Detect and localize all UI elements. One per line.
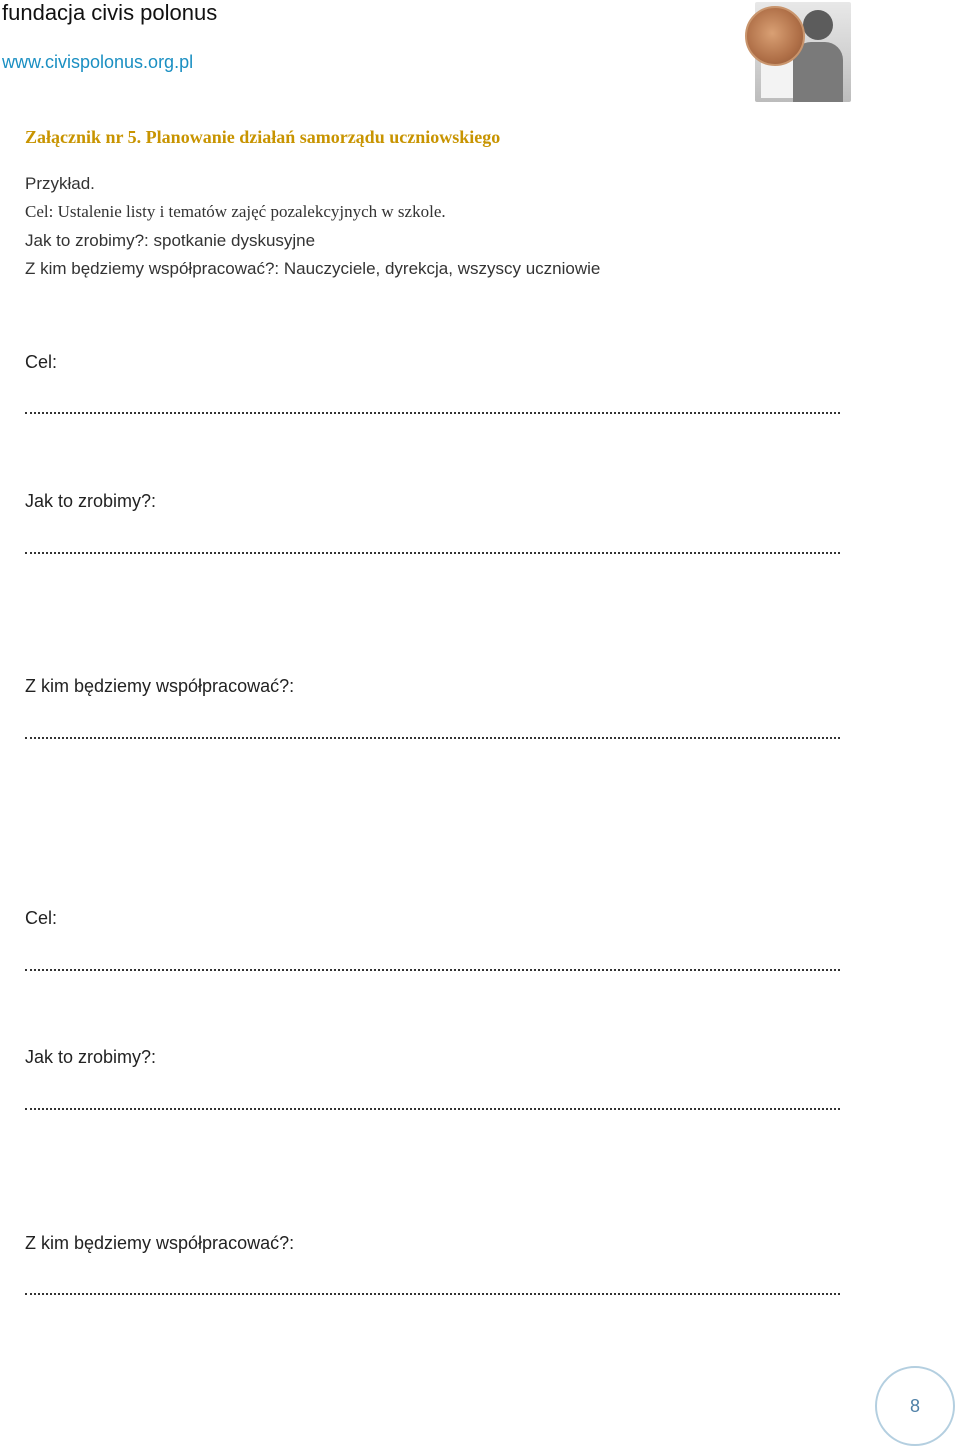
how-label: Jak to zrobimy?:: [25, 1047, 157, 1067]
goal-answer-line[interactable]: [25, 969, 840, 971]
goal-label: Cel:: [25, 352, 58, 372]
example-with-whom: Z kim będziemy współpracować?: Nauczyciele, dyrekcja, wszyscy uczniowie: [25, 259, 601, 278]
organization-name: fundacja civis polonus: [2, 0, 218, 25]
goal-answer-line[interactable]: [25, 412, 840, 414]
with-whom-label: Z kim będziemy współpracować?:: [25, 1233, 295, 1253]
with-whom-answer-line[interactable]: [25, 1293, 840, 1295]
example-intro: Przykład.: [25, 174, 95, 193]
how-answer-line[interactable]: [25, 552, 840, 554]
document-title: Załącznik nr 5. Planowanie działań samorządu uczniowskiego: [25, 127, 501, 147]
page-number-badge: [875, 1366, 955, 1446]
example-how: Jak to zrobimy?: spotkanie dyskusyjne: [25, 231, 316, 250]
page-number: 8: [909, 1395, 920, 1416]
how-label: Jak to zrobimy?:: [25, 491, 157, 511]
with-whom-label: Z kim będziemy współpracować?:: [25, 676, 295, 696]
with-whom-answer-line[interactable]: [25, 737, 840, 739]
website-link[interactable]: www.civispolonus.org.pl: [2, 52, 194, 72]
how-answer-line[interactable]: [25, 1108, 840, 1110]
example-goal: Cel: Ustalenie listy i tematów zajęć pozalekcyjnych w szkole.: [25, 202, 446, 221]
portrait-badge: [745, 6, 805, 66]
photo-person-head: [803, 10, 833, 40]
goal-label: Cel:: [25, 908, 58, 928]
